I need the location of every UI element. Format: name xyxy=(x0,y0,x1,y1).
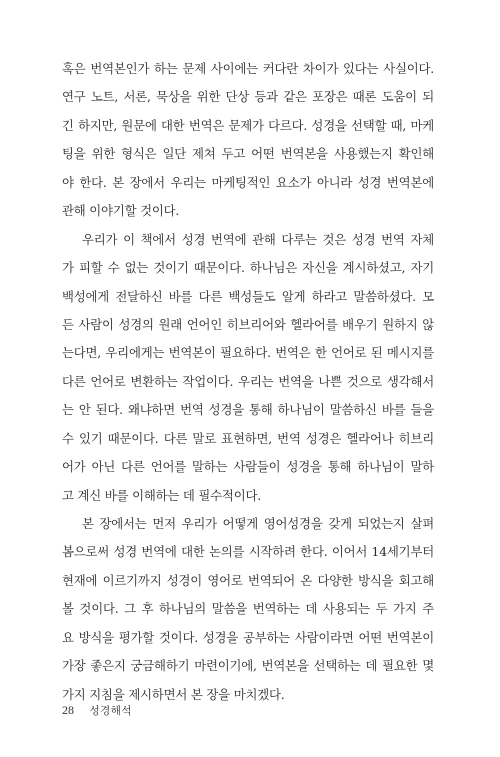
text-line: 요 방식을 평가할 것이다. 성경을 공부하는 사람이라면 어떤 번역본이 xyxy=(62,629,434,645)
text-line: 가 피할 수 없는 것이기 때문이다. 하나님은 자신을 계시하셨고, 자기 xyxy=(62,260,434,276)
text-line: 다른 언어로 변환하는 작업이다. 우리는 번역을 나쁜 것으로 생각해서 xyxy=(62,373,434,389)
text-line: 는 안 된다. 왜냐하면 번역 성경을 통해 하나님이 말씀하신 바를 들을 xyxy=(62,402,434,418)
text-line: 봄으로써 성경 번역에 대한 논의를 시작하려 한다. 이어서 14세기부터 xyxy=(62,544,434,560)
page-footer xyxy=(62,703,132,718)
text-line: 고 계신 바를 이해하는 데 필수적이다. xyxy=(62,487,261,503)
running-title: 성경해석 xyxy=(89,705,133,717)
paragraph-3 xyxy=(62,510,434,709)
text-line: 어가 아닌 다른 언어를 말하는 사람들이 성경을 통해 하나님이 말하 xyxy=(62,459,434,475)
text-line: 볼 것이다. 그 후 하나님의 말씀을 번역하는 데 사용되는 두 가지 주 xyxy=(62,601,434,617)
paragraph-2 xyxy=(62,226,434,510)
text-line: 연구 노트, 서론, 묵상을 위한 단상 등과 같은 포장은 때론 도움이 되 xyxy=(62,89,434,105)
text-line: 우리가 이 책에서 성경 번역에 관해 다루는 것은 성경 번역 자체 xyxy=(82,231,434,247)
text-line: 본 장에서는 먼저 우리가 어떻게 영어성경을 갖게 되었는지 살펴 xyxy=(82,516,434,531)
text-line: 가장 좋은지 궁금해하기 마련이기에, 번역본을 선택하는 데 필요한 몇 xyxy=(62,658,434,674)
body-text xyxy=(62,55,434,709)
text-line: 든 사람이 성경의 원래 언어인 히브리어와 헬라어를 배우기 원하지 않 xyxy=(62,316,434,332)
text-line: 야 한다. 본 장에서 우리는 마케팅적인 요소가 아니라 성경 번역본에 xyxy=(62,174,434,190)
text-line: 혹은 번역본인가 하는 문제 사이에는 커다란 차이가 있다는 사실이다. xyxy=(62,61,434,76)
text-line: 관해 이야기할 것이다. xyxy=(62,203,180,219)
text-line: 현재에 이르기까지 성경이 영어로 번역되어 온 다양한 방식을 회고해 xyxy=(62,572,434,588)
text-line: 백성에게 전달하신 바를 다른 백성들도 알게 하라고 말씀하셨다. 모 xyxy=(62,288,434,304)
paragraph-1 xyxy=(62,55,434,226)
text-line: 수 있기 때문이다. 다른 말로 표현하면, 번역 성경은 헬라어나 히브리 xyxy=(62,430,434,446)
text-line: 가지 지침을 제시하면서 본 장을 마치겠다. xyxy=(62,686,285,702)
text-line: 는다면, 우리에게는 번역본이 필요하다. 번역은 한 언어로 된 메시지를 xyxy=(62,345,434,361)
text-line: 팅을 위한 형식은 일단 제쳐 두고 어떤 번역본을 사용했는지 확인해 xyxy=(62,146,434,162)
text-line: 긴 하지만, 원문에 대한 번역은 문제가 다르다. 성경을 선택할 때, 마케 xyxy=(62,117,434,133)
page-number: 28 xyxy=(62,703,74,717)
